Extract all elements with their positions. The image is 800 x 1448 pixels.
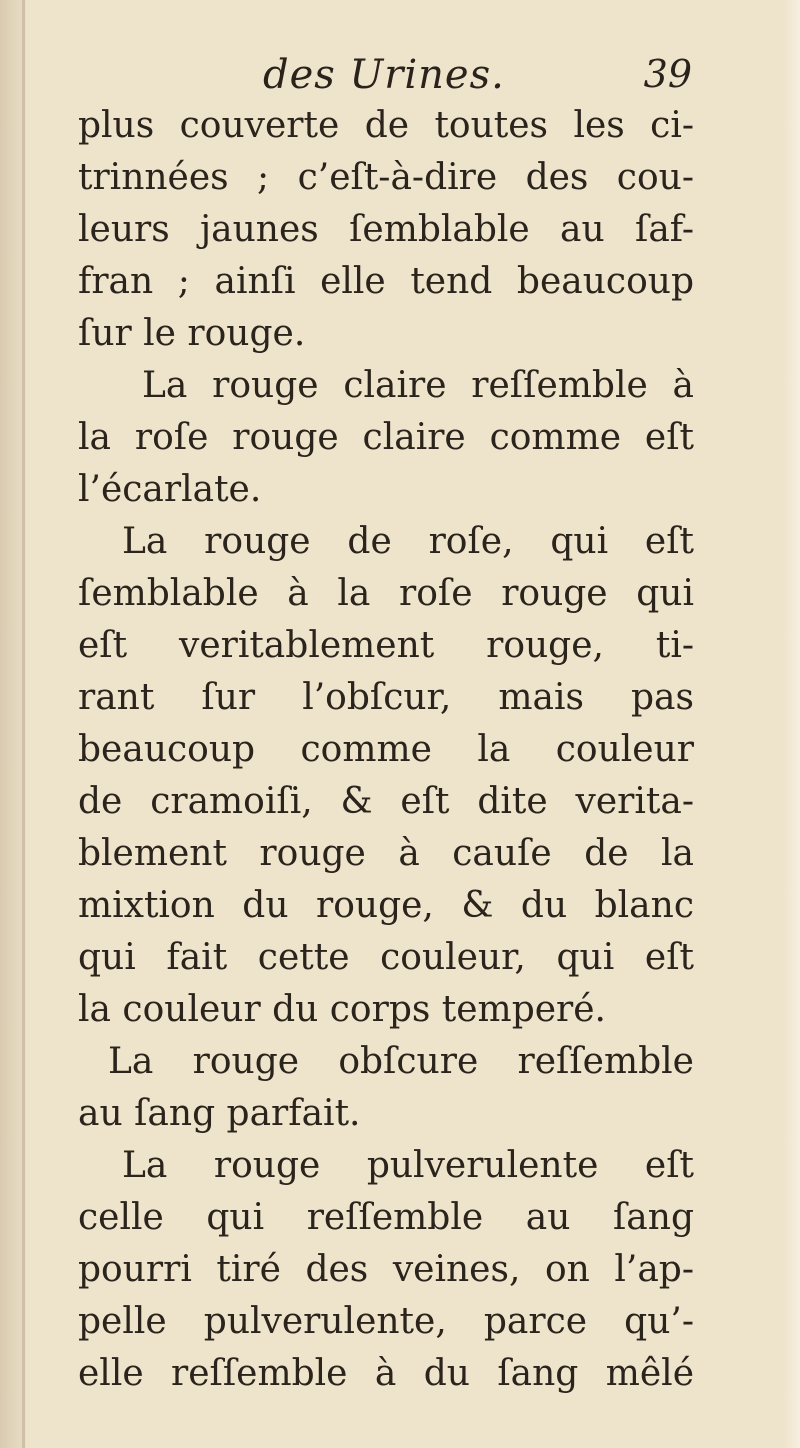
text-line: beaucoup comme la couleur bbox=[78, 729, 694, 770]
text-line: eſt veritablement rouge, ti- bbox=[78, 625, 694, 666]
text-line: fran ; ainſi elle tend beaucoup bbox=[78, 261, 694, 302]
text-line: mixtion du rouge, & du blanc bbox=[78, 885, 694, 926]
text-line: plus couverte de toutes les ci- bbox=[78, 105, 694, 146]
text-line: ſur le rouge. bbox=[78, 313, 306, 354]
text-line: ſemblable à la roſe rouge qui bbox=[78, 573, 694, 614]
text-line: qui fait cette couleur, qui eſt bbox=[78, 937, 694, 978]
text-line: pelle pulverulente, parce qu’- bbox=[78, 1301, 694, 1342]
text-line: blement rouge à cauſe de la bbox=[78, 833, 694, 874]
text-line: elle reſſemble à du ſang mêlé bbox=[78, 1353, 694, 1394]
paragraph-start-line: La rouge claire reſſemble à bbox=[142, 365, 694, 406]
gutter-fold-line bbox=[22, 0, 25, 1448]
text-line: celle qui reſſemble au ſang bbox=[78, 1197, 694, 1238]
paragraph-start-line: La rouge pulverulente eſt bbox=[122, 1145, 694, 1186]
running-title: des Urines. bbox=[263, 52, 505, 98]
text-line: de cramoiſi, & eſt dite verita- bbox=[78, 781, 694, 822]
text-line: leurs jaunes ſemblable au ſaf- bbox=[78, 209, 694, 250]
text-line: pourri tiré des veines, on l’ap- bbox=[78, 1249, 694, 1290]
text-line: la roſe rouge claire comme eſt bbox=[78, 417, 694, 458]
text-line: la couleur du corps temperé. bbox=[78, 989, 606, 1030]
body-text bbox=[78, 100, 694, 1400]
page-number: 39 bbox=[643, 52, 692, 96]
page-edge bbox=[782, 0, 800, 1448]
text-line: l’écarlate. bbox=[78, 469, 262, 510]
text-line: trinnées ; c’eſt-à-dire des cou- bbox=[78, 157, 694, 198]
paragraph-start-line: La rouge obſcure reſſemble bbox=[108, 1041, 694, 1082]
paragraph-start-line: La rouge de roſe, qui eſt bbox=[122, 521, 694, 562]
text-line: rant ſur l’obſcur, mais pas bbox=[78, 677, 694, 718]
text-line: au ſang parfait. bbox=[78, 1093, 361, 1134]
